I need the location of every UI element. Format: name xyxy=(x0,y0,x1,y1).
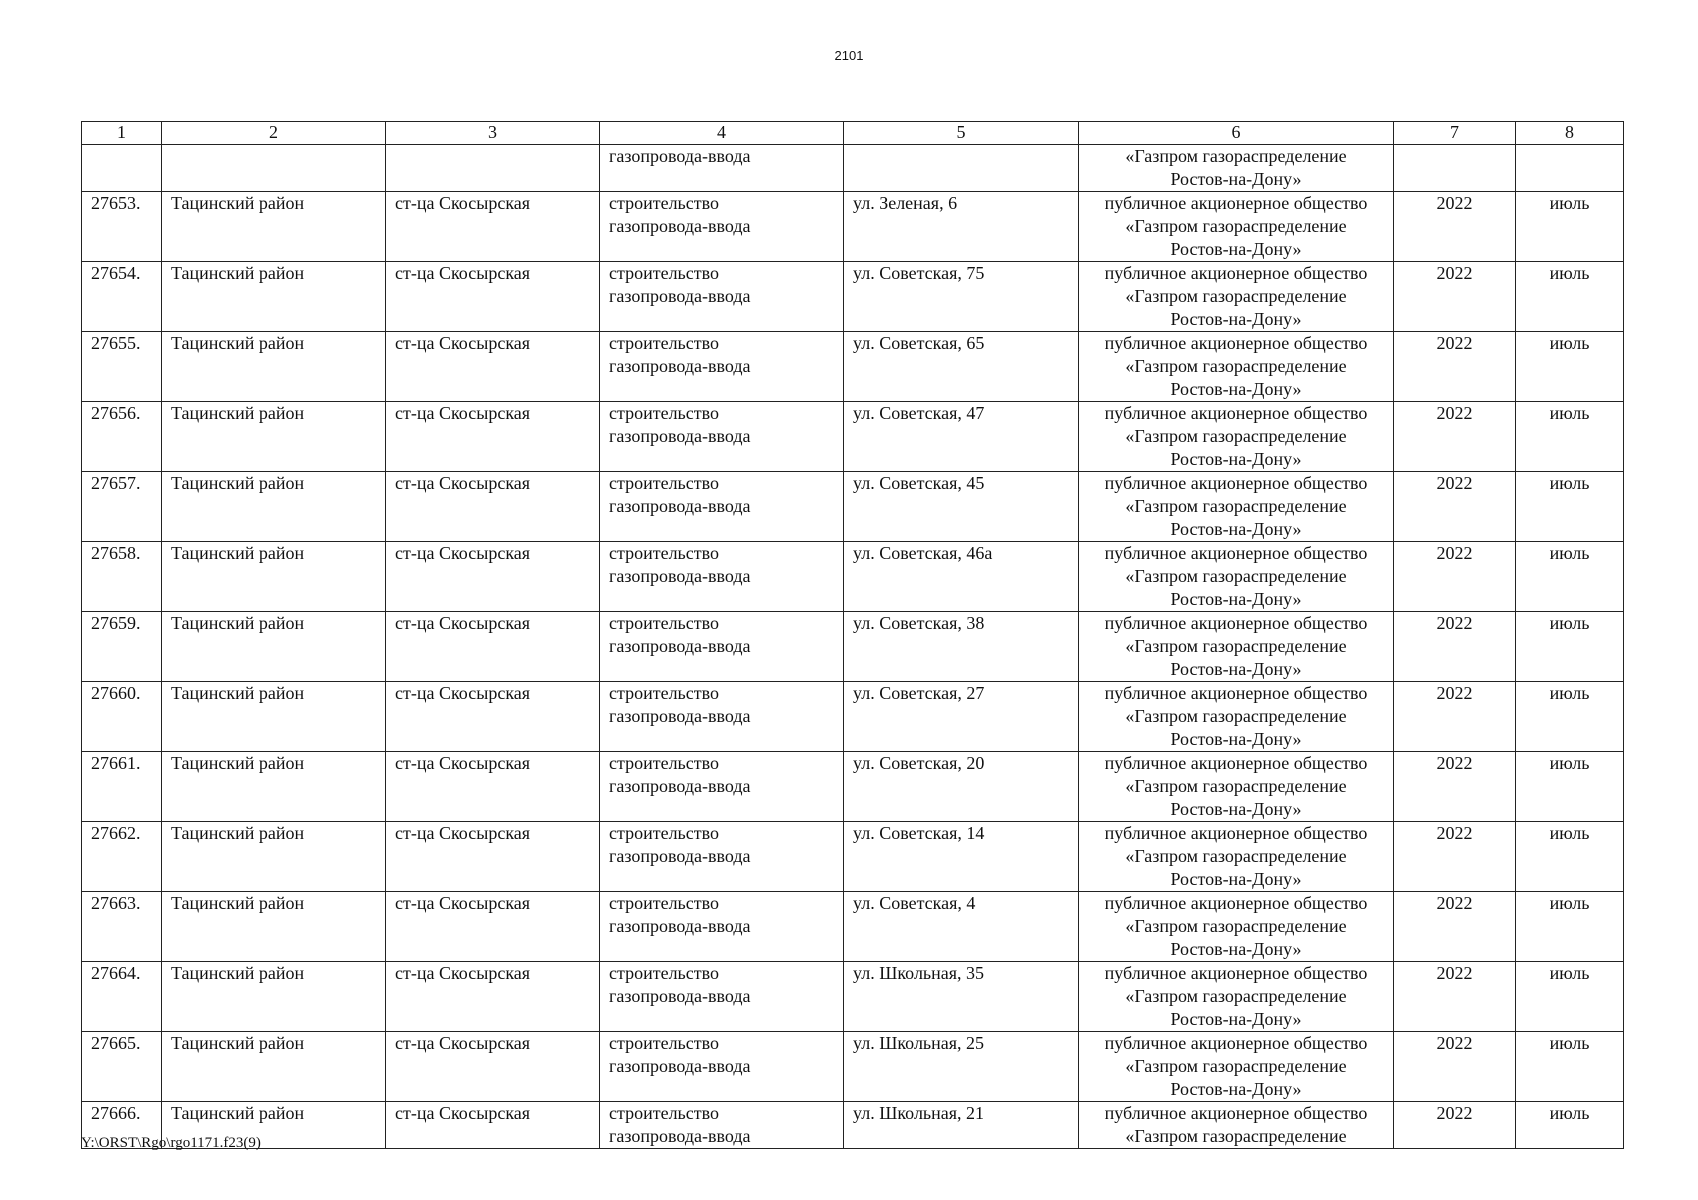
cell-work: строительство газопровода-ввода xyxy=(600,332,844,402)
header-col-1: 1 xyxy=(82,122,162,145)
cell-work: строительство газопровода-ввода xyxy=(600,1032,844,1102)
cell-address: ул. Советская, 75 xyxy=(844,262,1079,332)
cell-number xyxy=(82,145,162,192)
cell-settlement: ст-ца Скосырская xyxy=(386,332,600,402)
table-row xyxy=(82,1032,1624,1102)
cell-year: 2022 xyxy=(1394,682,1516,752)
cell-settlement: ст-ца Скосырская xyxy=(386,752,600,822)
cell-work: строительство газопровода-ввода xyxy=(600,1102,844,1149)
cell-year: 2022 xyxy=(1394,332,1516,402)
cell-district: Тацинский район xyxy=(162,1032,386,1102)
cell-work: строительство газопровода-ввода xyxy=(600,192,844,262)
cell-district: Тацинский район xyxy=(162,402,386,472)
cell-number: 27662. xyxy=(82,822,162,892)
cell-number: 27655. xyxy=(82,332,162,402)
table-row xyxy=(82,682,1624,752)
cell-district: Тацинский район xyxy=(162,332,386,402)
cell-settlement: ст-ца Скосырская xyxy=(386,612,600,682)
cell-work: газопровода-ввода xyxy=(600,145,844,192)
cell-organization: публичное акционерное общество «Газпром газораспределение Ростов-на-Дону» xyxy=(1079,752,1394,822)
cell-year: 2022 xyxy=(1394,1102,1516,1149)
cell-month: июль xyxy=(1516,752,1624,822)
cell-settlement: ст-ца Скосырская xyxy=(386,262,600,332)
cell-district: Тацинский район xyxy=(162,822,386,892)
cell-settlement: ст-ца Скосырская xyxy=(386,1102,600,1149)
cell-organization: публичное акционерное общество «Газпром газораспределение Ростов-на-Дону» xyxy=(1079,822,1394,892)
cell-organization: публичное акционерное общество «Газпром газораспределение xyxy=(1079,1102,1394,1149)
cell-month: июль xyxy=(1516,402,1624,472)
cell-number: 27657. xyxy=(82,472,162,542)
header-row xyxy=(82,122,1624,145)
cell-month: июль xyxy=(1516,542,1624,612)
table-row xyxy=(82,962,1624,1032)
cell-settlement: ст-ца Скосырская xyxy=(386,892,600,962)
cell-number: 27658. xyxy=(82,542,162,612)
cell-work: строительство газопровода-ввода xyxy=(600,822,844,892)
cell-work: строительство газопровода-ввода xyxy=(600,542,844,612)
table-row xyxy=(82,822,1624,892)
cell-settlement xyxy=(386,145,600,192)
cell-work: строительство газопровода-ввода xyxy=(600,962,844,1032)
table-row xyxy=(82,892,1624,962)
cell-district: Тацинский район xyxy=(162,472,386,542)
header-col-2: 2 xyxy=(162,122,386,145)
table-row xyxy=(82,752,1624,822)
cell-number: 27653. xyxy=(82,192,162,262)
cell-organization: публичное акционерное общество «Газпром газораспределение Ростов-на-Дону» xyxy=(1079,1032,1394,1102)
cell-settlement: ст-ца Скосырская xyxy=(386,682,600,752)
cell-work: строительство газопровода-ввода xyxy=(600,612,844,682)
cell-year: 2022 xyxy=(1394,752,1516,822)
cell-settlement: ст-ца Скосырская xyxy=(386,962,600,1032)
cell-organization: публичное акционерное общество «Газпром газораспределение Ростов-на-Дону» xyxy=(1079,612,1394,682)
cell-district xyxy=(162,145,386,192)
header-col-8: 8 xyxy=(1516,122,1624,145)
cell-month: июль xyxy=(1516,612,1624,682)
cell-year xyxy=(1394,145,1516,192)
cell-work: строительство газопровода-ввода xyxy=(600,472,844,542)
cell-year: 2022 xyxy=(1394,542,1516,612)
cell-number: 27656. xyxy=(82,402,162,472)
cell-number: 27664. xyxy=(82,962,162,1032)
cell-year: 2022 xyxy=(1394,822,1516,892)
cell-organization: публичное акционерное общество «Газпром газораспределение Ростов-на-Дону» xyxy=(1079,402,1394,472)
header-col-6: 6 xyxy=(1079,122,1394,145)
cell-organization: публичное акционерное общество «Газпром газораспределение Ростов-на-Дону» xyxy=(1079,542,1394,612)
cell-address: ул. Советская, 65 xyxy=(844,332,1079,402)
cell-address: ул. Советская, 4 xyxy=(844,892,1079,962)
cell-month: июль xyxy=(1516,472,1624,542)
cell-month: июль xyxy=(1516,1032,1624,1102)
cell-work: строительство газопровода-ввода xyxy=(600,752,844,822)
cell-district: Тацинский район xyxy=(162,962,386,1032)
cell-year: 2022 xyxy=(1394,1032,1516,1102)
cell-address: ул. Школьная, 21 xyxy=(844,1102,1079,1149)
cell-number: 27661. xyxy=(82,752,162,822)
cell-district: Тацинский район xyxy=(162,682,386,752)
cell-address: ул. Советская, 38 xyxy=(844,612,1079,682)
footer-file-path: Y:\ORST\Rgo\rgo1171.f23(9) xyxy=(81,1135,261,1151)
header-col-4: 4 xyxy=(600,122,844,145)
cell-work: строительство газопровода-ввода xyxy=(600,892,844,962)
cell-address: ул. Советская, 45 xyxy=(844,472,1079,542)
table-row xyxy=(82,192,1624,262)
cell-address: ул. Зеленая, 6 xyxy=(844,192,1079,262)
table-row xyxy=(82,332,1624,402)
cell-year: 2022 xyxy=(1394,192,1516,262)
page-number: 2101 xyxy=(834,48,864,63)
header-col-5: 5 xyxy=(844,122,1079,145)
cell-organization: публичное акционерное общество «Газпром газораспределение Ростов-на-Дону» xyxy=(1079,682,1394,752)
cell-district: Тацинский район xyxy=(162,892,386,962)
cell-organization: публичное акционерное общество «Газпром газораспределение Ростов-на-Дону» xyxy=(1079,892,1394,962)
cell-year: 2022 xyxy=(1394,402,1516,472)
cell-year: 2022 xyxy=(1394,612,1516,682)
cell-address: ул. Школьная, 25 xyxy=(844,1032,1079,1102)
cell-address: ул. Советская, 14 xyxy=(844,822,1079,892)
cell-organization: публичное акционерное общество «Газпром газораспределение Ростов-на-Дону» xyxy=(1079,472,1394,542)
cell-district: Тацинский район xyxy=(162,192,386,262)
cell-settlement: ст-ца Скосырская xyxy=(386,402,600,472)
cell-month xyxy=(1516,145,1624,192)
cell-month: июль xyxy=(1516,822,1624,892)
cell-number: 27666. xyxy=(82,1102,162,1149)
cell-address: ул. Советская, 47 xyxy=(844,402,1079,472)
cell-work: строительство газопровода-ввода xyxy=(600,262,844,332)
cell-month: июль xyxy=(1516,262,1624,332)
cell-district: Тацинский район xyxy=(162,1102,386,1149)
cell-district: Тацинский район xyxy=(162,612,386,682)
table-row xyxy=(82,542,1624,612)
cell-month: июль xyxy=(1516,892,1624,962)
cell-address: ул. Советская, 27 xyxy=(844,682,1079,752)
cell-year: 2022 xyxy=(1394,472,1516,542)
cell-organization: публичное акционерное общество «Газпром газораспределение Ростов-на-Дону» xyxy=(1079,962,1394,1032)
cell-settlement: ст-ца Скосырская xyxy=(386,1032,600,1102)
cell-year: 2022 xyxy=(1394,262,1516,332)
cell-number: 27654. xyxy=(82,262,162,332)
cell-organization: публичное акционерное общество «Газпром газораспределение Ростов-на-Дону» xyxy=(1079,262,1394,332)
cell-month: июль xyxy=(1516,192,1624,262)
continuation-row xyxy=(82,145,1624,192)
cell-number: 27663. xyxy=(82,892,162,962)
cell-organization: публичное акционерное общество «Газпром газораспределение Ростов-на-Дону» xyxy=(1079,192,1394,262)
cell-work: строительство газопровода-ввода xyxy=(600,682,844,752)
cell-address: ул. Советская, 20 xyxy=(844,752,1079,822)
cell-district: Тацинский район xyxy=(162,262,386,332)
table-row xyxy=(82,472,1624,542)
table-row xyxy=(82,612,1624,682)
cell-settlement: ст-ца Скосырская xyxy=(386,192,600,262)
cell-organization: публичное акционерное общество «Газпром газораспределение Ростов-на-Дону» xyxy=(1079,332,1394,402)
cell-address: ул. Школьная, 35 xyxy=(844,962,1079,1032)
cell-month: июль xyxy=(1516,962,1624,1032)
table-row xyxy=(82,262,1624,332)
cell-district: Тацинский район xyxy=(162,542,386,612)
cell-number: 27665. xyxy=(82,1032,162,1102)
cell-month: июль xyxy=(1516,332,1624,402)
cell-month: июль xyxy=(1516,682,1624,752)
cell-settlement: ст-ца Скосырская xyxy=(386,472,600,542)
cell-district: Тацинский район xyxy=(162,752,386,822)
cell-year: 2022 xyxy=(1394,892,1516,962)
cell-address: ул. Советская, 46а xyxy=(844,542,1079,612)
cell-month: июль xyxy=(1516,1102,1624,1149)
cell-work: строительство газопровода-ввода xyxy=(600,402,844,472)
cell-year: 2022 xyxy=(1394,962,1516,1032)
cell-settlement: ст-ца Скосырская xyxy=(386,822,600,892)
cell-address xyxy=(844,145,1079,192)
header-col-3: 3 xyxy=(386,122,600,145)
cell-settlement: ст-ца Скосырская xyxy=(386,542,600,612)
table-row xyxy=(82,1102,1624,1149)
header-col-7: 7 xyxy=(1394,122,1516,145)
cell-number: 27660. xyxy=(82,682,162,752)
cell-number: 27659. xyxy=(82,612,162,682)
works-table xyxy=(81,121,1624,1149)
table-row xyxy=(82,402,1624,472)
cell-organization: «Газпром газораспределение Ростов-на-Дону» xyxy=(1079,145,1394,192)
